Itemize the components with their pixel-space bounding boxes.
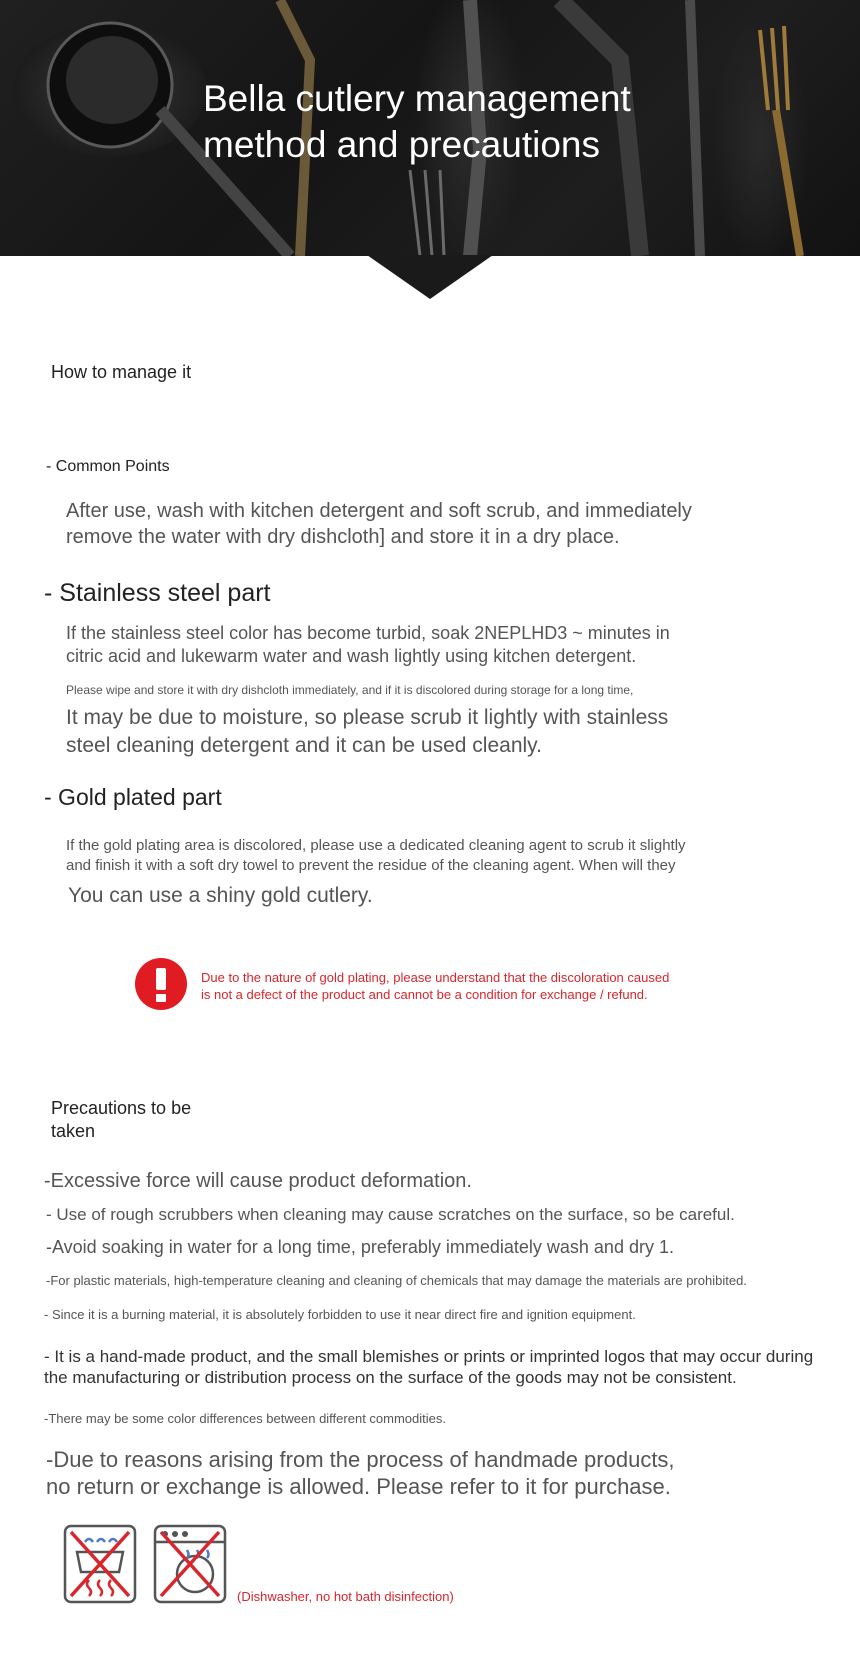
gold-line-1: If the gold plating area is discolored, please use a dedicated cleaning agent to scrub it slightly <box>66 837 686 854</box>
gold-line-3: You can use a shiny gold cutlery. <box>68 884 373 907</box>
stainless-text-2 <box>66 704 786 760</box>
stainless-small-note: Please wipe and store it with dry dishcloth immediately, and if it is discolored during storage for a long time, <box>66 683 634 697</box>
page-title-line2: method and precautions <box>203 124 600 165</box>
precautions-heading <box>51 1097 191 1143</box>
icons-note: (Dishwasher, no hot bath disinfection) <box>237 1589 454 1604</box>
precaution-item-1: -Excessive force will cause product deformation. <box>44 1170 472 1192</box>
handmade-line-1: - It is a hand-made product, and the small blemishes or prints or imprinted logos that may occur during <box>44 1347 814 1366</box>
gold-text <box>66 836 806 876</box>
common-line-1: After use, wash with kitchen detergent and soft scrub, and immediately <box>66 500 692 522</box>
handmade-note <box>44 1346 844 1388</box>
page-title-line1: Bella cutlery management <box>203 78 631 119</box>
color-difference-note: -There may be some color differences between different commodities. <box>44 1411 446 1426</box>
return-line-1: -Due to reasons arising from the process of handmade products, <box>46 1447 675 1472</box>
precautions-heading-line1: Precautions to be <box>51 1098 192 1118</box>
precaution-item-4: -For plastic materials, high-temperature cleaning and cleaning of chemicals that may damage the materials are prohibited. <box>46 1273 747 1288</box>
gold-heading: - Gold plated part <box>44 784 222 810</box>
gold-line-2: and finish it with a soft dry towel to prevent the residue of the cleaning agent. When will they <box>66 857 676 874</box>
precaution-item-2: - Use of rough scrubbers when cleaning may cause scratches on the surface, so be careful. <box>46 1205 735 1224</box>
stainless-line-1: If the stainless steel color has become turbid, soak 2NEPLHD3 ~ minutes in <box>66 623 670 643</box>
no-hot-bath-icon <box>63 1524 137 1604</box>
common-line-2: remove the water with dry dishcloth] and store it in a dry place. <box>66 526 620 548</box>
stainless-text <box>66 622 766 668</box>
return-line-2: no return or exchange is allowed. Please refer to it for purchase. <box>46 1474 671 1499</box>
warning-line-1: Due to the nature of gold plating, please understand that the discoloration caused <box>201 970 670 985</box>
warning-line-2: is not a defect of the product and cannot be a condition for exchange / refund. <box>201 987 648 1002</box>
warning-text <box>201 969 701 1003</box>
hero-banner <box>0 0 860 256</box>
no-dishwasher-icon <box>153 1524 227 1604</box>
warning-icon <box>135 958 187 1010</box>
common-points-text <box>66 498 766 550</box>
stainless-heading: - Stainless steel part <box>44 579 271 607</box>
common-points-heading: - Common Points <box>46 458 170 475</box>
manage-heading: How to manage it <box>51 362 192 382</box>
precautions-heading-line2: taken <box>51 1121 96 1141</box>
stainless-line-3: It may be due to moisture, so please scrub it lightly with stainless <box>66 706 669 729</box>
stainless-line-2: citric acid and lukewarm water and wash lightly using kitchen detergent. <box>66 646 637 666</box>
page-title <box>203 76 723 168</box>
hero-notch <box>367 255 493 299</box>
precaution-item-3: -Avoid soaking in water for a long time, preferably immediately wash and dry 1. <box>46 1237 674 1257</box>
stainless-line-4: steel cleaning detergent and it can be used cleanly. <box>66 734 542 757</box>
handmade-line-2: the manufacturing or distribution process on the surface of the goods may not be consistent. <box>44 1368 737 1387</box>
precaution-item-5: - Since it is a burning material, it is absolutely forbidden to use it near direct fire and ignition equipment. <box>44 1307 636 1322</box>
return-note <box>46 1446 675 1500</box>
